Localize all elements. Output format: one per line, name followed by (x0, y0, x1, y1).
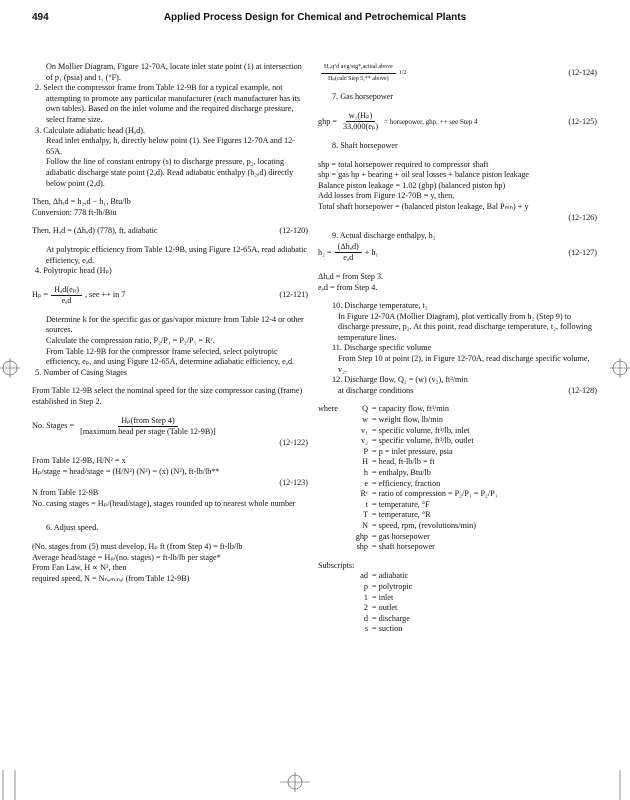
equation-number: (12-125) (568, 116, 597, 126)
symbol: Q (362, 404, 368, 414)
symbol: t (365, 499, 368, 509)
paragraph: From Step 10 at point (2), in Figure 12-70A, read discharge specific volume, v₂. (338, 354, 590, 374)
symbol: p (363, 581, 368, 591)
denominator: eₐd (343, 253, 354, 263)
definition: = enthalpy, Btu/lb (372, 468, 431, 477)
definition: = suction (372, 624, 403, 634)
paragraph: N from Table 12-9B (32, 488, 99, 498)
equation-lhs: h₂ = (318, 247, 332, 257)
definition: = gas horsepower (372, 531, 430, 541)
paragraph: Δhₐd = from Step 3. (318, 271, 384, 281)
paragraph: Average head/stage = Hₚ/(no. stages) = ft-lb/lb per stage* (32, 552, 221, 562)
denominator: Hₚ(calc Step 5,** above) (328, 75, 389, 82)
equation-body: at discharge conditions (338, 385, 414, 395)
symbol: h (363, 468, 368, 477)
step-12: 12. Discharge flow, Q₂ = (w) (v₂), ft³/min (332, 375, 468, 385)
symbol: v₁ (361, 425, 368, 435)
symbol: T (362, 510, 368, 520)
definition: = temperature, °F (372, 499, 430, 509)
paragraph: No. casing stages = Hₚ/(head/stage), stages rounded up to nearest whole number (32, 498, 296, 508)
paragraph: shp = gas hp + bearing + oil seal losses + balance piston leakage (318, 170, 530, 180)
paragraph: From Table 12-9B for the compressor frame selected, select polytropic efficiency, eₚ, and using Figure 12-65A, determine adiabatic efficiency, eₐd. (46, 346, 295, 367)
numerator: w₁(Hₚ) (346, 111, 376, 123)
definition: = adiabatic (372, 571, 409, 581)
equation-number: (12-124) (568, 67, 597, 77)
equation-number: (12-128) (568, 385, 597, 395)
equation-tail: = horsepower, ghp, ++ see Step 4 (384, 117, 478, 126)
numerator: Hᵣₑq’d avg/stg*,actual above (321, 62, 396, 74)
paragraph: (No. stages from (5) must develop, Hₚ ft (from Step 4) = ft-lb/lb (32, 541, 243, 551)
equation-lhs: Hₚ = (32, 290, 49, 300)
step-7: 7. Gas horsepower (332, 92, 394, 102)
symbol: ad (360, 571, 368, 581)
row-label: where (318, 404, 339, 414)
definition: = temperature, °R (372, 510, 431, 520)
paragraph: required speed, N = Nₙₒₘᵢₙₐₗ (from Table 12-9B) (32, 573, 190, 583)
step-2: 2. Select the compressor frame from Table 12-9B for a typical example, not attempting to promote any particular manufacturer (each manufacturer has its own tables). Based on the inlet volume and the required discharge pressure, select frame size. (35, 83, 300, 124)
equation-body: Then, Hₐd = (Δhₐd) (778), ft, adiabatic (32, 226, 158, 236)
step-10: 10. Discharge temperature, t₂ (332, 301, 428, 311)
definition: = specific volume, ft³/lb, outlet (372, 436, 474, 446)
paragraph: Balance piston leakage = 1.02 (gbp) (balanced piston hp) (318, 180, 506, 190)
paragraph: shp = total horsepower required to compressor shaft (318, 159, 489, 169)
paragraph: Determine k for the specific gas or gas/vapor mixture from Table 12-4 or other sources. (46, 314, 304, 335)
symbol: P (363, 446, 368, 456)
definition: = discharge (372, 613, 410, 623)
numerator: Hₚ(from Step 4) (118, 416, 178, 428)
denominator: 33,000(eₚ) (342, 122, 379, 132)
step-6: 6. Adjust speed. (46, 523, 99, 533)
numerator: Hₐd(eₚ) (51, 285, 82, 297)
symbol: v₂ (361, 436, 368, 446)
paragraph: On Mollier Diagram, Figure 12-70A, locate inlet state point (1) at intersection of p₁ (psia) and t₁ (°F). (46, 62, 302, 82)
step-5: 5. Number of Casing Stages (35, 367, 128, 377)
equation-tail: + h₁ (364, 247, 379, 257)
definition: = efficiency, fraction (372, 478, 441, 488)
definition: = polytropic (372, 581, 413, 591)
step-4: 4. Polytropic head (Hₚ) (35, 266, 112, 276)
paragraph: eₐd = from Step 4. (318, 282, 378, 292)
equation-number: (12-127) (568, 247, 597, 257)
equation-lhs: No. Stages = (32, 421, 75, 431)
paragraph: From Fan Law, H ∝ N², then (32, 563, 127, 573)
symbol: shp (356, 542, 368, 552)
step-11: 11. Discharge specific volume (332, 343, 432, 353)
symbol: d (363, 613, 368, 623)
paragraph: From Table 12-9B select the nominal speed for the size compressor casing (frame) established in Step 2. (32, 386, 303, 407)
equation-number: (12-122) (279, 437, 308, 447)
definition: = ratio of compression = P₂/P₁ = P₂/P₁ (372, 489, 498, 499)
denominator: eₐd (61, 296, 72, 306)
definition: = outlet (372, 603, 398, 613)
equation-number: (12-120) (279, 226, 308, 236)
equation-number: (12-126) (568, 212, 597, 222)
symbol: w (362, 415, 368, 425)
symbol: 2 (363, 603, 368, 613)
denominator: [maximum head per stage (Table 12-9B)] (80, 427, 216, 437)
exponent: 1/2 (398, 69, 407, 76)
symbol: H (362, 457, 368, 467)
paragraph: Total shaft horsepower = (balanced piston leakage, Bal Pₘₕ) + y (318, 201, 529, 211)
symbol: Rᶜ (360, 489, 368, 499)
paragraph: From Table 12-9B, H/N² = x (32, 456, 126, 466)
definition: = capacity flow, ft³/min (372, 404, 450, 414)
page-number: 494 (32, 12, 49, 23)
subscripts-heading: Subscripts: (318, 560, 355, 570)
book-title: Applied Process Design for Chemical and Petrochemical Plants (163, 12, 467, 23)
definition: = speed, rpm, (revolutions/min) (372, 520, 476, 530)
conversion-line: Conversion: 778 ft-lb/Btu (32, 207, 117, 217)
definition: = specific volume, ft³/lb, inlet (372, 425, 470, 435)
paragraph: Calculate the compression ratio, P₂/P₁ = P₂/P₁ = Rᶜ. (46, 336, 215, 346)
paragraph: Read inlet enthalpy, h, directly below point (1). See Figures 12-70A and 12-65A. (46, 136, 295, 156)
definition: = weight flow, lb/min (372, 415, 443, 425)
paragraph: At polytropic efficiency from Table 12-9B, using Figure 12-65A, read adiabatic efficiency, eₐd. (46, 244, 308, 265)
symbol: 1 (363, 592, 368, 602)
paragraph: Add losses from Figure 12-70B = y, then, (318, 191, 455, 201)
definition: = head, ft-lb/lb = ft (372, 457, 435, 467)
symbol: N (362, 520, 368, 530)
numerator: (Δhₐd) (335, 242, 362, 254)
equation-number: (12-123) (279, 477, 308, 487)
equation-lhs: ghp = (318, 116, 337, 126)
paragraph: Follow the line of constant entropy (s) to discharge pressure, p₂, locating adiabatic discharge state point (2ₐd). Read adiabatic enthalpy (h₂ₐd) directly below point (2ₐd). (46, 157, 294, 188)
paragraph: In Figure 12-70A (Mollier Diagram), plot vertically from h₂ (Step 9) to discharge pressure, p₂. At this point, read discharge temperature, t₂, following temperature lines. (338, 311, 592, 342)
step-3: 3. Calculate adiabatic head (Hₐd). (35, 125, 145, 135)
symbol: e (364, 478, 368, 488)
paragraph: Hₚ/stage = head/stage = (H/N²) (N²) = (x) (N²), ft-lb/lb** (32, 467, 220, 476)
equation-line: Then, Δhₐd = h₂ₐd − h₁, Btu/lb (32, 197, 131, 207)
equation-number: (12-121) (279, 290, 308, 300)
step-9: 9. Actual discharge enthalpy, h₂ (332, 231, 436, 241)
step-8: 8. Shaft horsepower (332, 140, 398, 150)
definition: = inlet (372, 592, 394, 602)
equation-tail: , see ++ in 7 (84, 290, 126, 300)
definition: = shaft horsepower (372, 542, 435, 552)
symbol: ghp (355, 531, 368, 541)
symbol: s (364, 624, 368, 634)
definition: = p = inlet pressure, psia (372, 446, 453, 456)
